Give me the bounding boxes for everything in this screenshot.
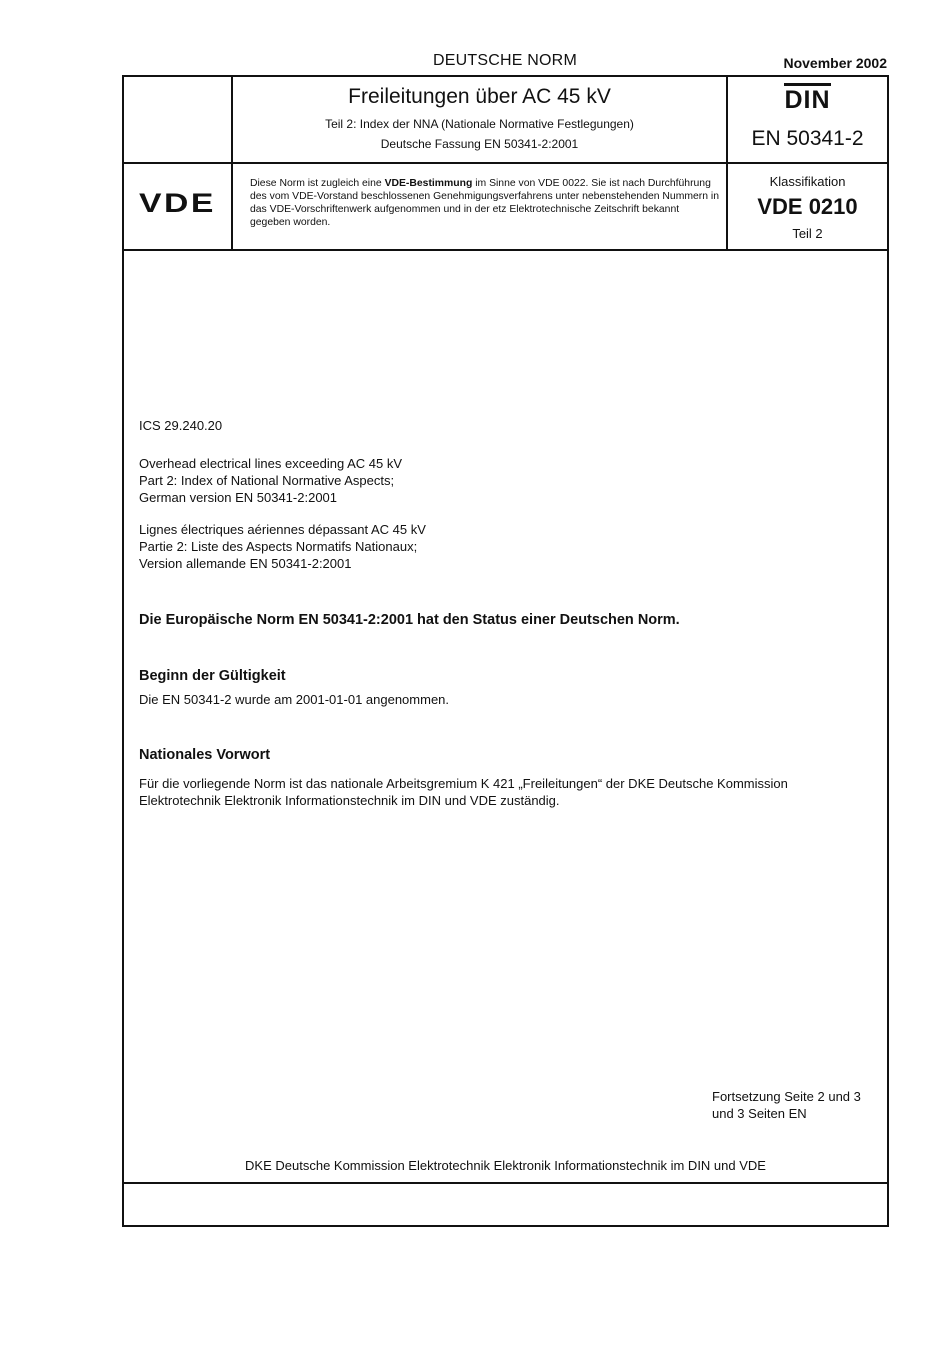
document-subtitle-part: Teil 2: Index der NNA (Nationale Normative Festlegungen) (325, 117, 634, 131)
classification-label: Klassifikation (769, 174, 846, 189)
document-frame (122, 75, 889, 1227)
status-statement: Die Europäische Norm EN 50341-2:2001 hat den Status einer Deutschen Norm. (139, 612, 680, 628)
foreword-heading: Nationales Vorwort (139, 747, 271, 763)
standard-number: EN 50341-2 (751, 127, 864, 150)
classification-number: VDE 0210 (757, 194, 858, 219)
divider (124, 1182, 887, 1184)
french-title: Lignes électriques aériennes dépassant AC 45 kV Partie 2: Liste des Aspects Normatifs Nationaux; Version allemande EN 50341-2:2001 (139, 522, 426, 571)
divider (124, 162, 887, 164)
norm-type-heading: DEUTSCHE NORM (433, 52, 577, 69)
ics-code: ICS 29.240.20 (139, 418, 223, 433)
validity-heading: Beginn der Gültigkeit (139, 668, 286, 684)
english-title: Overhead electrical lines exceeding AC 45 kV Part 2: Index of National Normative Aspects; German version EN 50341-2:2001 (139, 456, 403, 505)
publication-date: November 2002 (783, 55, 887, 71)
publisher-footer: DKE Deutsche Kommission Elektrotechnik Elektronik Informationstechnik im DIN und VDE (245, 1158, 766, 1173)
document-title: Freileitungen über AC 45 kV (348, 85, 611, 108)
vde-note: Diese Norm ist zugleich eine VDE-Bestimmung im Sinne von VDE 0022. Sie ist nach Durchführung des vom VDE-Vorstand beschlossenen Genehmigungsverfahrens unter nebenstehenden Nummern in das VDE-Vorschriftenwerk aufgenommen und in der etz Elektrotechnische Zeitschrift bekannt gegeben worden. (250, 178, 720, 228)
validity-text: Die EN 50341-2 wurde am 2001-01-01 angenommen. (139, 692, 450, 707)
din-logo: DIN (728, 83, 887, 113)
vde-logo: VDE (139, 188, 216, 218)
continuation-note: Fortsetzung Seite 2 und 3 und 3 Seiten EN (712, 1089, 861, 1121)
classification-part: Teil 2 (792, 226, 823, 241)
document-subtitle-version: Deutsche Fassung EN 50341-2:2001 (380, 137, 579, 151)
foreword-text: Für die vorliegende Norm ist das nationale Arbeitsgremium K 421 „Freileitungen“ der DKE Deutsche Kommission Elektrotechnik Elektronik Informationstechnik im DIN und VDE zuständig. (139, 776, 788, 808)
divider (124, 249, 887, 251)
